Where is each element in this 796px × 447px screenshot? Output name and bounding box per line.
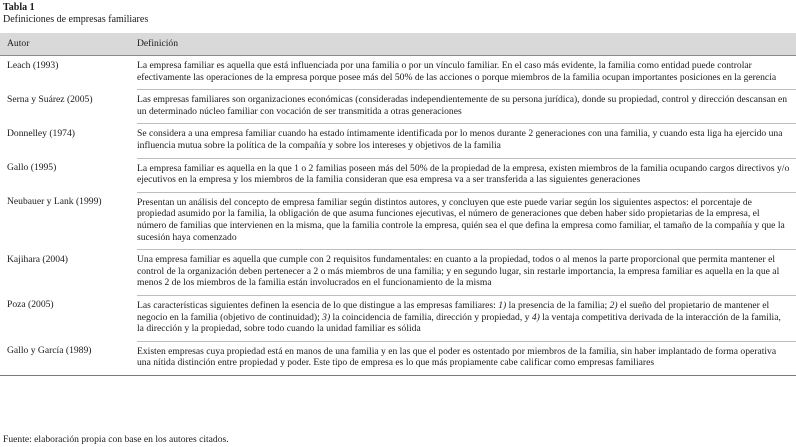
table-row	[0, 56, 796, 90]
author-cell: Neubauer y Lank (1999)	[7, 196, 102, 208]
definition-cell: Se considera a una empresa familiar cuando ha estado íntimamente identificada por lo menos durante 2 generaciones con una familia, y cuando esta liga ha ejercido una influencia mutua sobre la política de la compañía y sobre los intereses y objetivos de la familia	[137, 124, 796, 158]
header-author: Autor	[0, 33, 137, 56]
table-row	[0, 90, 796, 124]
definition-cell: La empresa familiar es aquella en la que 1 o 2 familias poseen más del 50% de la propiedad de la empresa, existen miembros de la familia ocupando cargos directivos y/o ejecutivos en la empresa y los miembros de la familia consideran que esa empresa va a ser transferida a las siguientes generaciones	[137, 158, 796, 192]
definition-cell: Una empresa familiar es aquella que cumple con 2 requisitos fundamentales: en cuanto a la propiedad, todos o al menos la parte proporcional que permita mantener el control de la organización deben pertenecer a 2 o más miembros de una familia; y en segundo lugar, sin restarle importancia, la empresa familiar es aquella en la que al menos 2 de los miembros de la familia están involucrados en el funcionamiento de la misma	[137, 250, 796, 296]
table-row	[0, 124, 796, 158]
author-cell: Leach (1993)	[7, 60, 59, 71]
table-number: Tabla 1	[3, 2, 35, 13]
definition-cell: La empresa familiar es aquella que está influenciada por una familia o por un vínculo familiar. En el caso más evidente, la familia como entidad puede controlar efectivamente las operaciones de la empresa porque posee más del 50% de las acciones o porque miembros de la familia ocupan importantes posiciones en la gerencia	[137, 56, 796, 90]
def-part: la presencia de la familia;	[506, 299, 610, 311]
table-row	[0, 295, 796, 341]
def-part: 3)	[322, 311, 331, 323]
def-part: 1)	[498, 299, 507, 311]
table-header-row	[0, 33, 796, 56]
author-cell: Gallo y García (1989)	[0, 341, 137, 375]
table-title: Definiciones de empresas familiares	[3, 14, 149, 25]
table-row	[0, 158, 796, 192]
author-cell: Donnelley (1974)	[7, 127, 75, 139]
def-part: 2)	[609, 299, 618, 311]
header-definition: Definición	[137, 33, 796, 56]
table-source-note: Fuente: elaboración propia con base en los autores citados.	[3, 434, 229, 445]
def-part: la ventaja competitiva derivada de la interacción de la familia, la dirección y la propiedad, sobre todo cuando la unidad familiar es sólida	[137, 311, 781, 335]
definition-cell	[137, 295, 796, 341]
def-part: el sueño del propietario de mantener el negocio en la familia (objetivo de continuidad);	[137, 299, 770, 323]
definition-cell: Presentan un análisis del concepto de empresa familiar según distintos autores, y concluyen que este puede variar según los siguientes aspectos: el porcentaje de propiedad asumido por la familia, la obligación de que asuma funciones ejecutivas, el número de generaciones que deben haber sido propietarias de la empresa, el número de familias que intervienen en la misma, que la familia controle la empresa, quién sea el que defina la empresa como familiar, el tamaño de la compañía y que la sucesión haya comenzado	[137, 192, 796, 249]
def-part: la coincidencia de familia, dirección y propiedad, y	[330, 311, 532, 323]
table-row	[0, 341, 796, 375]
definition-cell: Existen empresas cuya propiedad está en manos de una familia y en las que el poder es ostentado por miembros de la familia, sin haber implantado de forma operativa una nítida distinción entre propiedad y poder. Este tipo de empresa es lo que más propiamente cabe calificar como empresas familiares	[137, 341, 796, 375]
author-cell: Kajihara (2004)	[7, 253, 69, 265]
author-cell: Serna y Suárez (2005)	[7, 93, 93, 105]
table-row	[0, 250, 796, 296]
author-cell: Gallo (1995)	[7, 162, 57, 174]
author-cell: Poza (2005)	[7, 299, 54, 311]
def-part: 4)	[531, 311, 540, 323]
definition-cell: Las empresas familiares son organizaciones económicas (consideradas independientemente de su persona jurídica), donde su propiedad, control y dirección descansan en un determinado núcleo familiar con vocación de ser transmitida a otras generaciones	[137, 90, 796, 124]
table-caption	[3, 2, 148, 26]
def-part: Las características siguientes definen la esencia de lo que distingue a las empresas familiares:	[137, 299, 499, 311]
definitions-table	[0, 33, 796, 376]
table-row	[0, 192, 796, 249]
